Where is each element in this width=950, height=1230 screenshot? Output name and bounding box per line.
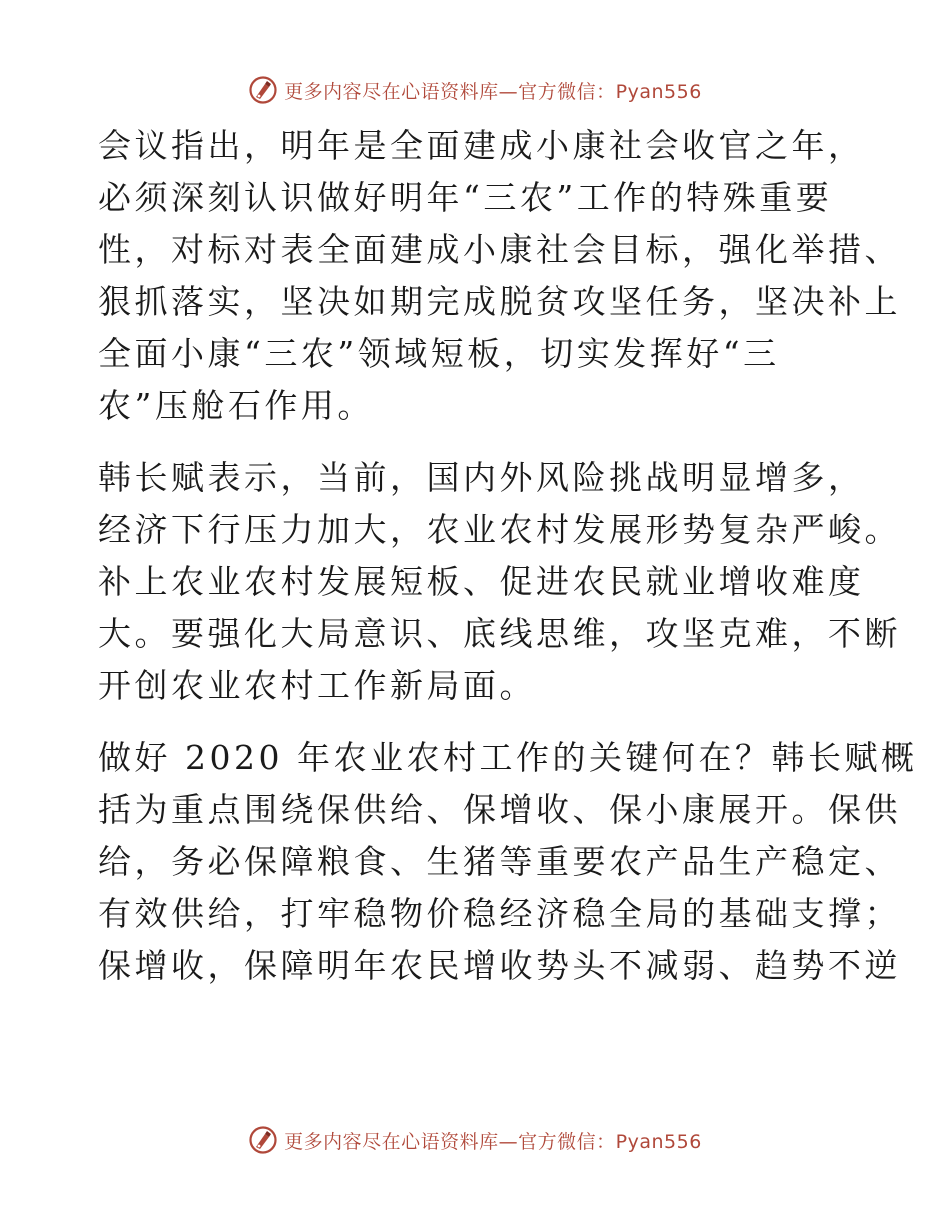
footer-watermark-banner — [0, 1122, 950, 1158]
text-line: 性，对标对表全面建成小康社会目标，强化举措、 — [98, 230, 901, 269]
text-line: 有效供给，打牢稳物价稳经济稳全局的基础支撑； — [98, 894, 901, 933]
text-line: 经济下行压力加大，农业农村发展形势复杂严峻。 — [98, 510, 901, 549]
paragraph-1 — [98, 120, 901, 432]
footer-watermark-text: 更多内容尽在心语资料库—官方微信：Pyan556 — [284, 1130, 702, 1153]
header-watermark-text: 更多内容尽在心语资料库—官方微信：Pyan556 — [284, 80, 702, 103]
text-line: 全面小康“三农”领域短板，切实发挥好“三 — [98, 334, 780, 373]
text-line: 开创农业农村工作新局面。 — [98, 666, 536, 705]
text-line: 保增收，保障明年农民增收势头不减弱、趋势不逆 — [98, 946, 901, 985]
text-line: 补上农业农村发展短板、促进农民就业增收难度 — [98, 562, 865, 601]
text-line: 会议指出，明年是全面建成小康社会收官之年， — [98, 126, 865, 165]
text-line: 农”压舱石作用。 — [98, 386, 374, 425]
paragraph-2 — [98, 452, 901, 712]
text-line: 括为重点围绕保供给、保增收、保小康展开。保供 — [98, 790, 901, 829]
text-line: 必须深刻认识做好明年“三农”工作的特殊重要 — [98, 178, 833, 217]
text-line: 做好 2020 年农业农村工作的关键何在？韩长赋概 — [98, 738, 918, 777]
pen-nib-logo-icon — [248, 75, 278, 105]
pen-nib-logo-icon — [248, 1125, 278, 1155]
document-body — [98, 120, 918, 1012]
text-line: 韩长赋表示，当前，国内外风险挑战明显增多， — [98, 458, 865, 497]
text-line: 狠抓落实，坚决如期完成脱贫攻坚任务，坚决补上 — [98, 282, 901, 321]
text-line: 大。要强化大局意识、底线思维，攻坚克难，不断 — [98, 614, 901, 653]
text-line: 给，务必保障粮食、生猪等重要农产品生产稳定、 — [98, 842, 901, 881]
paragraph-3 — [98, 732, 918, 992]
header-watermark-banner — [0, 72, 950, 108]
